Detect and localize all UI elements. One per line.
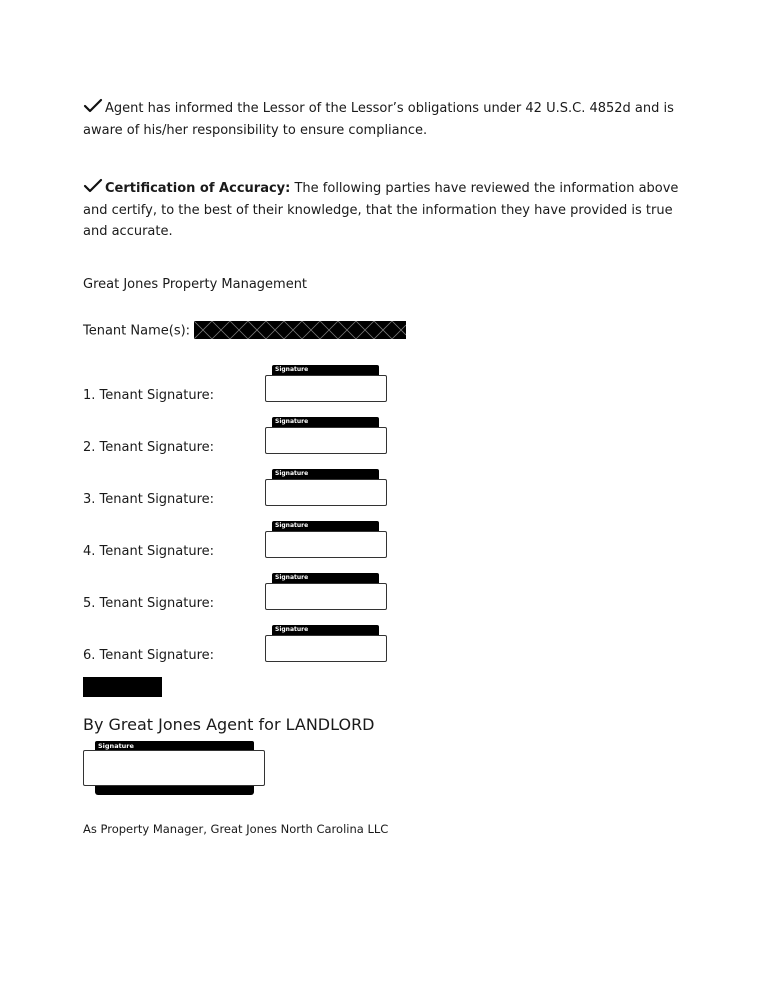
agent-informed-statement xyxy=(83,98,683,141)
tenant-signature-field-2[interactable] xyxy=(265,417,388,454)
agent-heading: By Great Jones Agent for LANDLORD xyxy=(83,715,375,734)
tenant-signature-field-3[interactable] xyxy=(265,469,388,506)
signature-input[interactable] xyxy=(265,479,387,506)
checkmark-icon xyxy=(83,98,103,114)
tenant-signature-field-6[interactable] xyxy=(265,625,388,662)
property-manager-footer: As Property Manager, Great Jones North Carolina LLC xyxy=(83,822,389,836)
certification-heading: Certification of Accuracy: xyxy=(105,181,291,196)
signature-tab: Signature xyxy=(272,365,379,376)
checkmark-icon xyxy=(83,178,103,194)
signature-tab: Signature xyxy=(272,521,379,532)
agent-signature-field[interactable] xyxy=(83,741,266,796)
tenant-signature-label-6: 6. Tenant Signature: xyxy=(83,648,215,663)
tenant-signature-label-3: 3. Tenant Signature: xyxy=(83,492,215,507)
tenant-signature-field-5[interactable] xyxy=(265,573,388,610)
tenant-signature-label-1: 1. Tenant Signature: xyxy=(83,388,215,403)
tenant-signature-field-1[interactable] xyxy=(265,365,388,402)
signature-input[interactable] xyxy=(83,750,265,786)
signature-input[interactable] xyxy=(265,583,387,610)
agent-informed-text: Agent has informed the Lessor of the Lessor’s obligations under 42 U.S.C. 4852d and is aware of his/her responsibility to ensure compliance. xyxy=(83,101,674,138)
tenant-names-row xyxy=(83,322,406,340)
signature-tab: Signature xyxy=(95,741,254,753)
company-name: Great Jones Property Management xyxy=(83,277,308,292)
signature-tab: Signature xyxy=(272,469,379,480)
signature-input[interactable] xyxy=(265,531,387,558)
tenant-signature-label-4: 4. Tenant Signature: xyxy=(83,544,215,559)
signature-input[interactable] xyxy=(265,427,387,454)
tenant-signature-field-4[interactable] xyxy=(265,521,388,558)
tenant-names-label: Tenant Name(s): xyxy=(83,323,191,339)
certification-text: The following parties have reviewed the information above and certify, to the best of their knowledge, that the information they have provided is true and accurate. xyxy=(83,181,679,239)
signature-tab: Signature xyxy=(272,625,379,636)
signature-input[interactable] xyxy=(265,635,387,662)
redaction-block xyxy=(83,677,162,697)
tenant-signature-label-2: 2. Tenant Signature: xyxy=(83,440,215,455)
signature-tab: Signature xyxy=(272,573,379,584)
redacted-tenant-names xyxy=(194,321,406,339)
tenant-signature-label-5: 5. Tenant Signature: xyxy=(83,596,215,611)
signature-tab: Signature xyxy=(272,417,379,428)
signature-input[interactable] xyxy=(265,375,387,402)
certification-statement xyxy=(83,178,683,243)
